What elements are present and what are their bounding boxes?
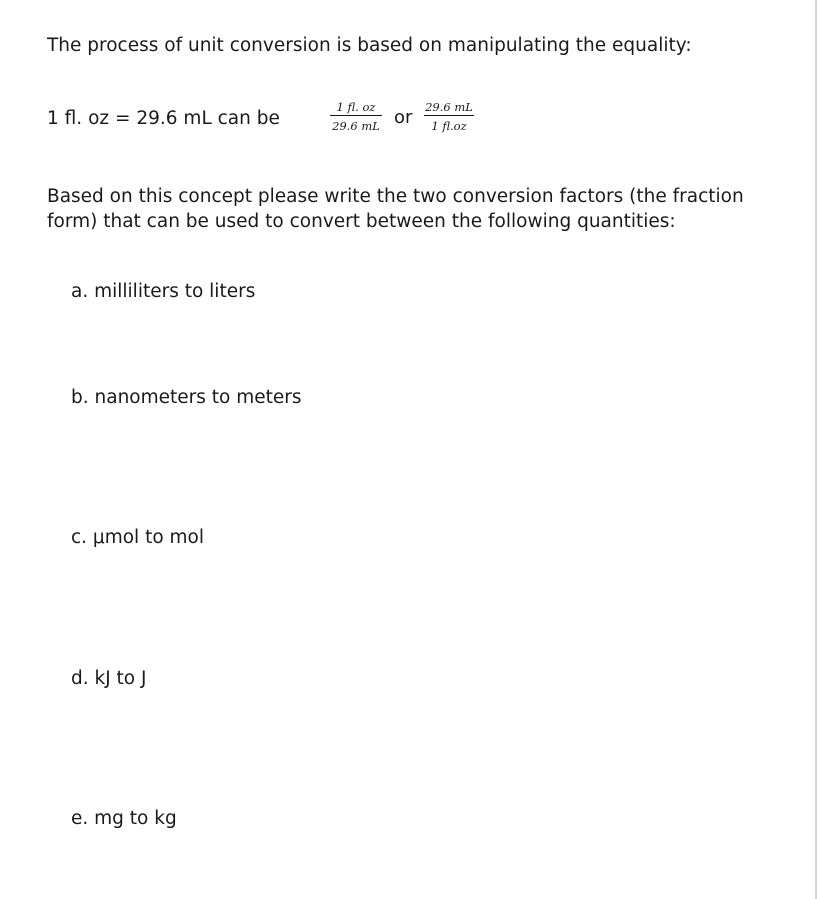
question-item-a: a. milliliters to liters [71,281,256,302]
prompt-text: Based on this concept please write the two conversion factors (the fraction form) that can be used to convert between the following quantities: [47,186,744,232]
fraction-2-numerator: 29.6 mL [425,100,473,114]
fraction-1-denominator: 29.6 mL [332,119,380,134]
conversion-fraction-2 [424,100,474,133]
fraction-2-denominator: 1 fl.oz [431,119,467,134]
or-text: or [394,107,413,128]
question-item-e: e. mg to kg [71,808,177,829]
fraction-1-numerator: 1 fl. oz [336,100,376,114]
question-item-d: d. kJ to J [71,668,147,689]
equality-lead-text: 1 fl. oz = 29.6 mL can be [47,108,280,129]
question-item-b: b. nanometers to meters [71,387,302,408]
intro-text: The process of unit conversion is based on manipulating the equality: [47,35,692,56]
conversion-fraction-1 [330,100,382,133]
equality-row [47,100,507,142]
question-item-c: c. μmol to mol [71,527,204,548]
